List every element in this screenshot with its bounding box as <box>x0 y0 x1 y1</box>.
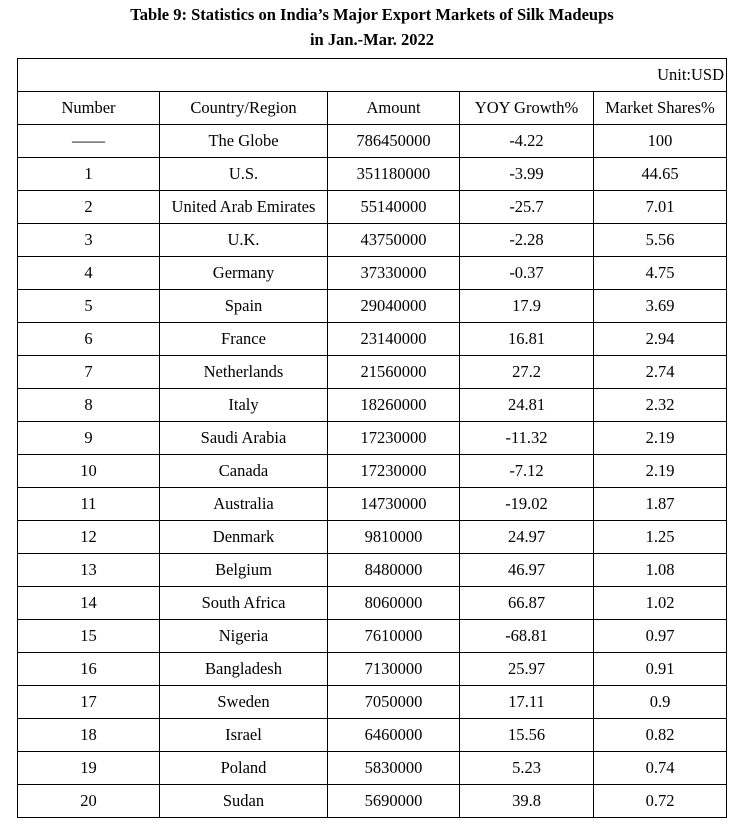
table-row <box>18 191 727 224</box>
cell-market-share: 44.65 <box>594 158 727 191</box>
cell-country: South Africa <box>160 587 328 620</box>
cell-number: 18 <box>18 719 160 752</box>
cell-amount: 7610000 <box>328 620 460 653</box>
cell-market-share: 4.75 <box>594 257 727 290</box>
cell-market-share: 100 <box>594 125 727 158</box>
cell-number: 8 <box>18 389 160 422</box>
table-row <box>18 587 727 620</box>
cell-market-share: 7.01 <box>594 191 727 224</box>
header-country: Country/Region <box>160 92 328 125</box>
cell-amount: 786450000 <box>328 125 460 158</box>
cell-yoy-growth: 39.8 <box>460 785 594 818</box>
table-row <box>18 257 727 290</box>
cell-country: The Globe <box>160 125 328 158</box>
table-title <box>0 2 744 52</box>
cell-amount: 23140000 <box>328 323 460 356</box>
cell-country: Denmark <box>160 521 328 554</box>
cell-market-share: 0.82 <box>594 719 727 752</box>
cell-number: —— <box>18 125 160 158</box>
cell-amount: 9810000 <box>328 521 460 554</box>
cell-country: U.K. <box>160 224 328 257</box>
cell-number: 3 <box>18 224 160 257</box>
cell-number: 15 <box>18 620 160 653</box>
table-row <box>18 686 727 719</box>
cell-yoy-growth: 15.56 <box>460 719 594 752</box>
table-row <box>18 224 727 257</box>
cell-market-share: 0.91 <box>594 653 727 686</box>
cell-market-share: 2.74 <box>594 356 727 389</box>
cell-number: 5 <box>18 290 160 323</box>
cell-amount: 5690000 <box>328 785 460 818</box>
cell-amount: 7130000 <box>328 653 460 686</box>
cell-amount: 21560000 <box>328 356 460 389</box>
cell-number: 16 <box>18 653 160 686</box>
cell-number: 19 <box>18 752 160 785</box>
header-number: Number <box>18 92 160 125</box>
table-row <box>18 554 727 587</box>
cell-amount: 5830000 <box>328 752 460 785</box>
cell-market-share: 5.56 <box>594 224 727 257</box>
cell-yoy-growth: 17.9 <box>460 290 594 323</box>
cell-country: Poland <box>160 752 328 785</box>
cell-amount: 8480000 <box>328 554 460 587</box>
cell-market-share: 1.02 <box>594 587 727 620</box>
cell-market-share: 0.97 <box>594 620 727 653</box>
cell-number: 4 <box>18 257 160 290</box>
table-row <box>18 356 727 389</box>
cell-country: United Arab Emirates <box>160 191 328 224</box>
table-row <box>18 521 727 554</box>
cell-amount: 8060000 <box>328 587 460 620</box>
cell-country: Nigeria <box>160 620 328 653</box>
table-row <box>18 653 727 686</box>
cell-yoy-growth: 46.97 <box>460 554 594 587</box>
cell-yoy-growth: -3.99 <box>460 158 594 191</box>
cell-country: Israel <box>160 719 328 752</box>
cell-amount: 18260000 <box>328 389 460 422</box>
table-row <box>18 422 727 455</box>
cell-market-share: 1.25 <box>594 521 727 554</box>
cell-yoy-growth: -68.81 <box>460 620 594 653</box>
header-market-shares: Market Shares% <box>594 92 727 125</box>
cell-country: Canada <box>160 455 328 488</box>
cell-number: 13 <box>18 554 160 587</box>
cell-number: 9 <box>18 422 160 455</box>
cell-country: Australia <box>160 488 328 521</box>
table-row <box>18 158 727 191</box>
cell-yoy-growth: -2.28 <box>460 224 594 257</box>
cell-number: 17 <box>18 686 160 719</box>
table-row <box>18 620 727 653</box>
cell-country: U.S. <box>160 158 328 191</box>
cell-market-share: 0.72 <box>594 785 727 818</box>
cell-number: 7 <box>18 356 160 389</box>
cell-yoy-growth: 25.97 <box>460 653 594 686</box>
cell-yoy-growth: -19.02 <box>460 488 594 521</box>
cell-market-share: 2.94 <box>594 323 727 356</box>
cell-amount: 14730000 <box>328 488 460 521</box>
table-row <box>18 455 727 488</box>
table-row <box>18 752 727 785</box>
cell-yoy-growth: 66.87 <box>460 587 594 620</box>
cell-yoy-growth: 5.23 <box>460 752 594 785</box>
table-row <box>18 323 727 356</box>
cell-yoy-growth: -7.12 <box>460 455 594 488</box>
cell-country: France <box>160 323 328 356</box>
cell-market-share: 0.74 <box>594 752 727 785</box>
cell-yoy-growth: -0.37 <box>460 257 594 290</box>
cell-country: Spain <box>160 290 328 323</box>
cell-market-share: 0.9 <box>594 686 727 719</box>
cell-country: Netherlands <box>160 356 328 389</box>
cell-amount: 29040000 <box>328 290 460 323</box>
title-line-2: in Jan.-Mar. 2022 <box>309 30 435 49</box>
cell-market-share: 1.87 <box>594 488 727 521</box>
cell-market-share: 2.19 <box>594 422 727 455</box>
cell-yoy-growth: 16.81 <box>460 323 594 356</box>
unit-label: Unit:USD <box>18 59 727 92</box>
cell-amount: 37330000 <box>328 257 460 290</box>
cell-country: Saudi Arabia <box>160 422 328 455</box>
cell-number: 2 <box>18 191 160 224</box>
cell-country: Sudan <box>160 785 328 818</box>
cell-yoy-growth: -4.22 <box>460 125 594 158</box>
table-row <box>18 125 727 158</box>
cell-number: 11 <box>18 488 160 521</box>
cell-country: Bangladesh <box>160 653 328 686</box>
cell-number: 6 <box>18 323 160 356</box>
unit-row <box>18 59 727 92</box>
cell-country: Belgium <box>160 554 328 587</box>
header-yoy-growth: YOY Growth% <box>460 92 594 125</box>
table-row <box>18 389 727 422</box>
cell-yoy-growth: 24.97 <box>460 521 594 554</box>
cell-market-share: 1.08 <box>594 554 727 587</box>
cell-amount: 43750000 <box>328 224 460 257</box>
cell-amount: 7050000 <box>328 686 460 719</box>
cell-yoy-growth: -25.7 <box>460 191 594 224</box>
cell-number: 14 <box>18 587 160 620</box>
table-row <box>18 290 727 323</box>
cell-yoy-growth: -11.32 <box>460 422 594 455</box>
table-row <box>18 785 727 818</box>
cell-yoy-growth: 24.81 <box>460 389 594 422</box>
cell-number: 10 <box>18 455 160 488</box>
table-row <box>18 719 727 752</box>
cell-market-share: 2.19 <box>594 455 727 488</box>
cell-country: Sweden <box>160 686 328 719</box>
header-amount: Amount <box>328 92 460 125</box>
cell-number: 12 <box>18 521 160 554</box>
cell-amount: 17230000 <box>328 455 460 488</box>
cell-market-share: 3.69 <box>594 290 727 323</box>
cell-amount: 55140000 <box>328 191 460 224</box>
cell-number: 1 <box>18 158 160 191</box>
export-markets-table <box>17 58 727 818</box>
header-row <box>18 92 727 125</box>
cell-market-share: 2.32 <box>594 389 727 422</box>
cell-number: 20 <box>18 785 160 818</box>
cell-country: Italy <box>160 389 328 422</box>
cell-amount: 17230000 <box>328 422 460 455</box>
title-line-1: Table 9: Statistics on India’s Major Export Markets of Silk Madeups <box>130 5 614 24</box>
cell-yoy-growth: 27.2 <box>460 356 594 389</box>
cell-country: Germany <box>160 257 328 290</box>
cell-amount: 6460000 <box>328 719 460 752</box>
cell-yoy-growth: 17.11 <box>460 686 594 719</box>
cell-amount: 351180000 <box>328 158 460 191</box>
table-row <box>18 488 727 521</box>
